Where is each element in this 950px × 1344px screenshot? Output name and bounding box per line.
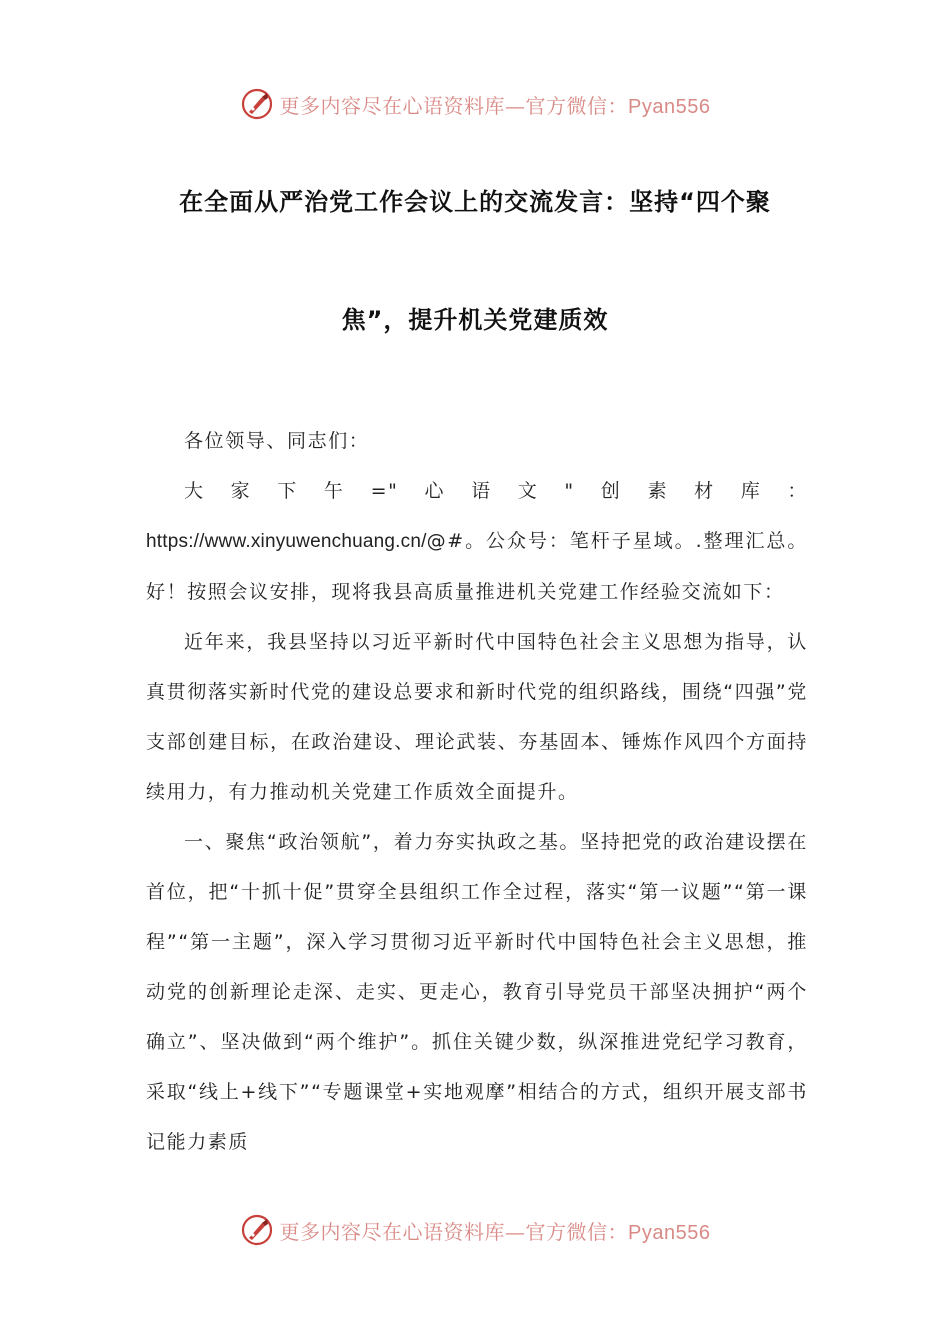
paragraph-3: 一、聚焦“政治领航”，着力夯实执政之基。坚持把党的政治建设摆在首位，把“十抓十促”贯穿全县组织工作全过程，落实“第一议题”“第一课程”“第一主题”，深入学习贯彻习近平新时代中国特色社会主义思想，推动党的创新理论走深、走实、更走心，教育引导党员干部坚决拥护“两个确立”、坚决做到“两个维护”。抓住关键少数，纵深推进党纪学习教育，采取“线上+线下”“专题课堂+实地观摩”相结合的方式，组织开展支部书记能力素质 [146, 831, 808, 1153]
document-body [146, 416, 808, 1167]
paragraph-2: 近年来，我县坚持以习近平新时代中国特色社会主义思想为指导，认真贯彻落实新时代党的建设总要求和新时代党的组织路线，围绕“四强”党支部创建目标，在政治建设、理论武装、夯基固本、锤炼作风四个方面持续用力，有力推动机关党建工作质效全面提升。 [146, 631, 808, 803]
watermark-text: 更多内容尽在心语资料库—官方微信：Pyan556 [279, 93, 711, 118]
wechat-id: Pyan556 [628, 1221, 711, 1244]
source-url: https://www.xinyuwenchuang.cn/ [146, 531, 427, 552]
document-title-line-2: 焦”，提升机关党建质效 [341, 306, 609, 334]
pen-nib-logo-icon [240, 1213, 274, 1247]
watermark-text: 更多内容尽在心语资料库—官方微信：Pyan556 [279, 1219, 711, 1244]
wechat-id: Pyan556 [628, 95, 711, 118]
footer-watermark-banner [0, 1210, 950, 1250]
salutation: 各位领导、同志们： [184, 430, 370, 452]
paragraph-1: 大家下午="心语文"创素材库：https://www.xinyuwenchuang.cn/@#。公众号：笔杆子星域。.整理汇总。好！按照会议安排，现将我县高质量推进机关党建工作经验交流如下： [146, 480, 808, 603]
document-title-line-1: 在全面从严治党工作会议上的交流发言：坚持“四个聚 [179, 188, 771, 216]
header-watermark-banner [0, 84, 950, 124]
pen-nib-logo-icon [240, 87, 274, 121]
